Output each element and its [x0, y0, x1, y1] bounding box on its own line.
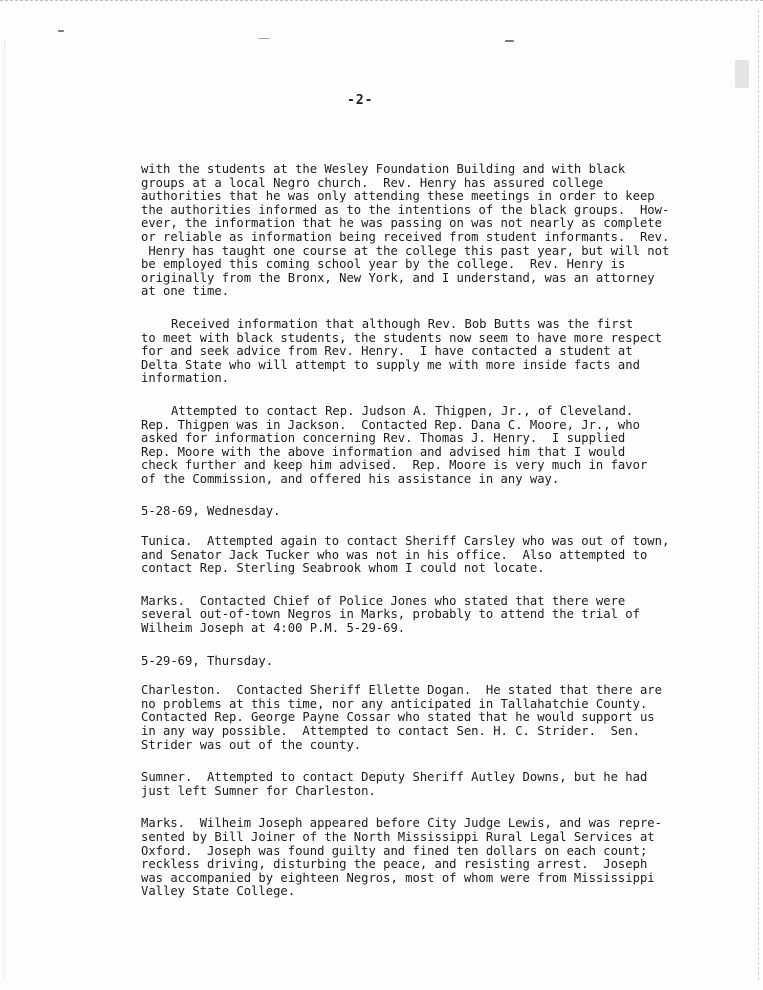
text-line: Marks. Wilheim Joseph appeared before City Judge Lewis, and was repre- — [141, 816, 662, 831]
text-line: Valley State College. — [141, 884, 296, 899]
text-line: 5-28-69, Wednesday. — [141, 504, 281, 519]
scan-mark — [735, 60, 749, 88]
text-line: with the students at the Wesley Foundation Building and with black — [141, 162, 626, 176]
wesley-foundation-paragraph — [141, 162, 670, 299]
page-left-edge — [4, 40, 6, 980]
text-line: groups at a local Negro church. Rev. Henry has assured college — [141, 175, 604, 190]
text-line: Received information that although Rev. Bob Butts was the first — [171, 316, 634, 331]
text-line: be employed this coming school year by the college. Rev. Henry is — [141, 257, 626, 272]
date-heading-thursday — [141, 655, 661, 669]
page-top-edge — [0, 0, 763, 4]
text-line: Rep. Moore with the above information and advised him that I would — [141, 444, 626, 459]
thigpen-paragraph — [141, 405, 661, 487]
text-line: asked for information concerning Rev. Thomas J. Henry. I supplied — [141, 431, 626, 446]
text-line: Oxford. Joseph was found guilty and fined ten dollars on each count; — [141, 843, 648, 858]
text-line: sented by Bill Joiner of the North Mississippi Rural Legal Services at — [141, 829, 655, 844]
text-line: authorities that he was only attending these meetings in order to keep — [141, 189, 655, 204]
text-line: Tunica. Attempted again to contact Sheriff Carsley who was out of town, — [141, 534, 670, 549]
text-line: or reliable as information being received from student informants. Rev. — [141, 229, 670, 244]
text-line: Sumner. Attempted to contact Deputy Sheriff Autley Downs, but he had — [141, 770, 648, 785]
text-line: Marks. Contacted Chief of Police Jones who stated that there were — [141, 593, 626, 608]
text-line: contact Rep. Sterling Seabrook whom I could not locate. — [141, 561, 545, 576]
text-line: check further and keep him advised. Rep. Moore is very much in favor — [141, 458, 648, 473]
text-line: Henry has taught one course at the college this past year, but will not — [141, 243, 670, 258]
text-line: Charleston. Contacted Sheriff Ellette Dogan. He stated that there are — [141, 683, 662, 698]
document-body — [141, 162, 670, 918]
text-line: in any way possible. Attempted to contact Sen. H. C. Strider. Sen. — [141, 724, 640, 738]
text-line: Strider was out of the county. — [141, 737, 362, 752]
text-line: Wilheim Joseph at 4:00 P.M. 5-29-69. — [141, 621, 406, 636]
page-number: -2- — [347, 93, 374, 108]
text-line: ever, the information that he was passing on was not nearly as complete — [141, 216, 662, 231]
scan-mark — [258, 38, 270, 39]
bob-butts-paragraph — [141, 318, 661, 386]
text-line: just left Sumner for Charleston. — [141, 783, 376, 798]
text-line: for and seek advice from Rev. Henry. I have contacted a student at — [141, 344, 633, 359]
charleston-paragraph — [141, 684, 661, 752]
text-line: Delta State who will attempt to supply me with more inside facts and — [141, 357, 640, 372]
text-line: at one time. — [141, 284, 230, 299]
text-line: Attempted to contact Rep. Judson A. Thigpen, Jr., of Cleveland. — [171, 403, 634, 418]
text-line: originally from the Bronx, New York, and I understand, was an attorney — [141, 270, 655, 285]
marks-paragraph-2 — [141, 817, 661, 899]
text-line: the authorities informed as to the intentions of the black groups. How- — [141, 202, 670, 217]
text-line: information. — [141, 371, 230, 386]
text-line: Rep. Thigpen was in Jackson. Contacted Rep. Dana C. Moore, Jr., who — [141, 417, 640, 432]
page-right-edge — [758, 10, 760, 980]
text-line: Contacted Rep. George Payne Cossar who stated that he would support us — [141, 710, 655, 725]
text-line: reckless driving, disturbing the peace, and resisting arrest. Joseph — [141, 857, 648, 872]
tunica-paragraph — [141, 534, 670, 576]
text-line: and Senator Jack Tucker who was not in his office. Also attempted to — [141, 547, 648, 562]
date-heading-wednesday — [141, 505, 661, 519]
text-line: to meet with black students, the students now seem to have more respect — [141, 330, 662, 345]
scan-mark — [58, 30, 64, 32]
text-line: 5-29-69, Thursday. — [141, 653, 274, 668]
text-line: was accompanied by eighteen Negros, most of whom were from Mississippi — [141, 870, 655, 885]
scan-mark — [505, 40, 514, 42]
sumner-paragraph — [141, 771, 661, 798]
text-line: several out-of-town Negros in Marks, probably to attend the trial of — [141, 607, 640, 622]
text-line: no problems at this time, nor any anticipated in Tallahatchie County. — [141, 696, 648, 711]
marks-paragraph-1 — [141, 595, 661, 636]
text-line: of the Commission, and offered his assistance in any way. — [141, 471, 560, 486]
